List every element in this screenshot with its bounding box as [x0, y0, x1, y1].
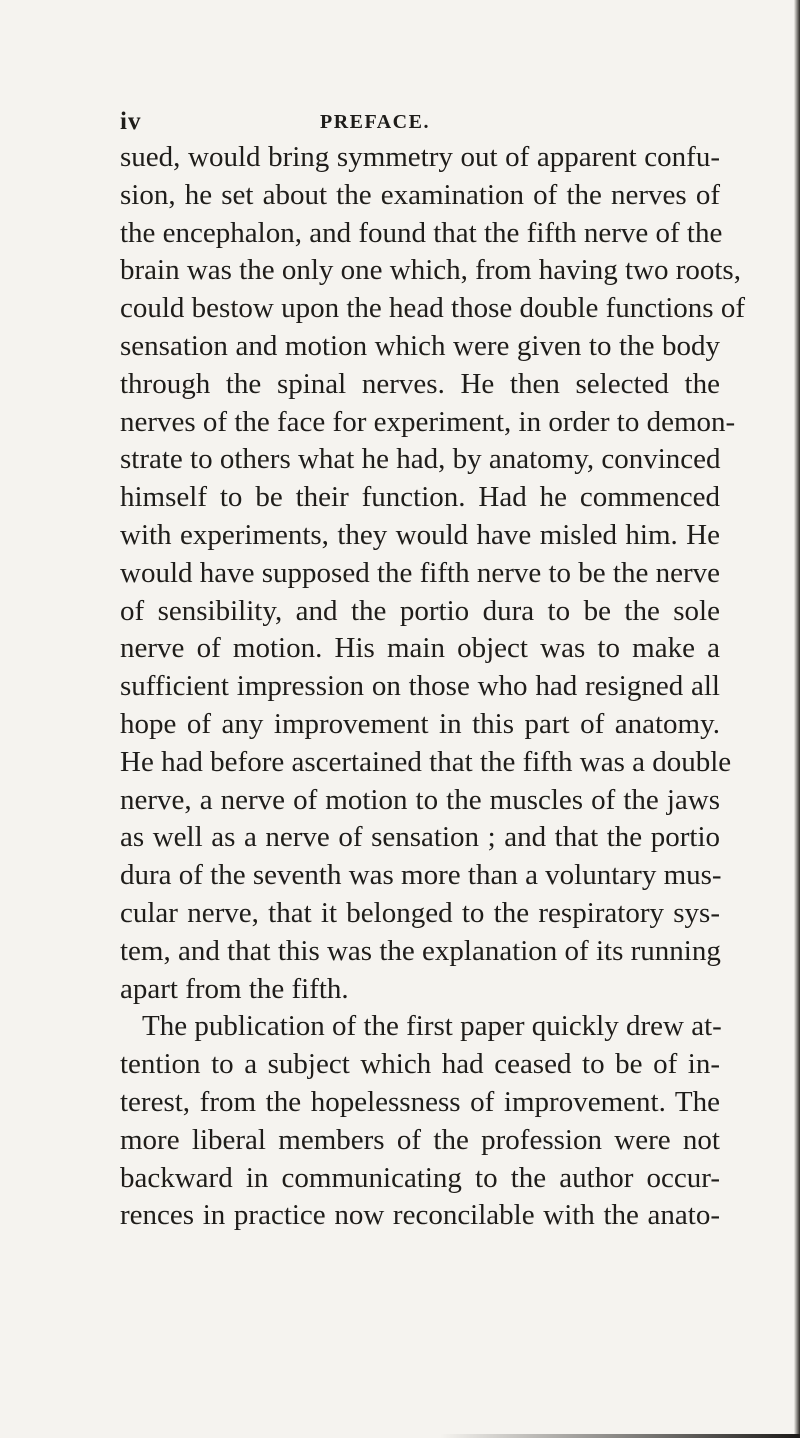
text-line: strate to others what he had, by anatomy, convinced [120, 443, 721, 476]
text-line: the encephalon, and found that the fifth nerve of the [120, 216, 723, 249]
text-line: himself to be their function. Had he commenced [120, 481, 720, 514]
text-line: He had before ascertained that the fifth was a double [120, 745, 732, 778]
text-line: through the spinal nerves. He then selected the [120, 367, 720, 400]
text-line: nerve, a nerve of motion to the muscles of the jaws [120, 783, 720, 816]
text-line: of sensibility, and the portio dura to be the sole [120, 594, 720, 627]
text-line: dura of the seventh was more than a voluntary mus- [120, 859, 722, 892]
text-line: cular nerve, that it belonged to the respiratory sys- [120, 896, 720, 929]
paragraph-start-line: The publication of the first paper quickly drew at- [142, 1010, 722, 1043]
text-line: could bestow upon the head those double functions of [120, 292, 745, 325]
body-text [120, 139, 745, 1235]
text-line: terest, from the hopelessness of improvement. The [120, 1085, 720, 1118]
text-line: with experiments, they would have misled him. He [120, 518, 720, 551]
text-line: sued, would bring symmetry out of apparent confu- [120, 141, 720, 173]
text-line: hope of any improvement in this part of anatomy. [120, 707, 720, 740]
page-bottom-shadow [440, 1434, 800, 1438]
text-line: nerves of the face for experiment, in order to demon- [120, 405, 736, 438]
text-line: backward in communicating to the author occur- [120, 1161, 720, 1194]
text-line: sufficient impression on those who had resigned all [120, 670, 720, 703]
page-number: iv [120, 108, 142, 135]
running-head: PREFACE. [320, 111, 430, 133]
text-line: nerve of motion. His main object was to make a [120, 632, 720, 665]
text-line: rences in practice now reconcilable with the anato- [120, 1199, 720, 1232]
text-line: as well as a nerve of sensation ; and that the portio [120, 821, 720, 854]
text-line: sensation and motion which were given to the body [120, 329, 720, 362]
text-line: brain was the only one which, from having two roots, [120, 254, 741, 287]
text-line: tention to a subject which had ceased to be of in- [120, 1048, 720, 1081]
page-header [120, 108, 740, 138]
text-line: tem, and that this was the explanation of its running [120, 934, 721, 967]
page-edge-shadow [794, 0, 800, 1438]
text-line: sion, he set about the examination of the nerves of [120, 178, 720, 211]
text-line: more liberal members of the profession were not [120, 1123, 720, 1156]
paragraph-end-line: apart from the fifth. [120, 972, 349, 1005]
text-line: would have supposed the fifth nerve to be the nerve [120, 556, 720, 589]
